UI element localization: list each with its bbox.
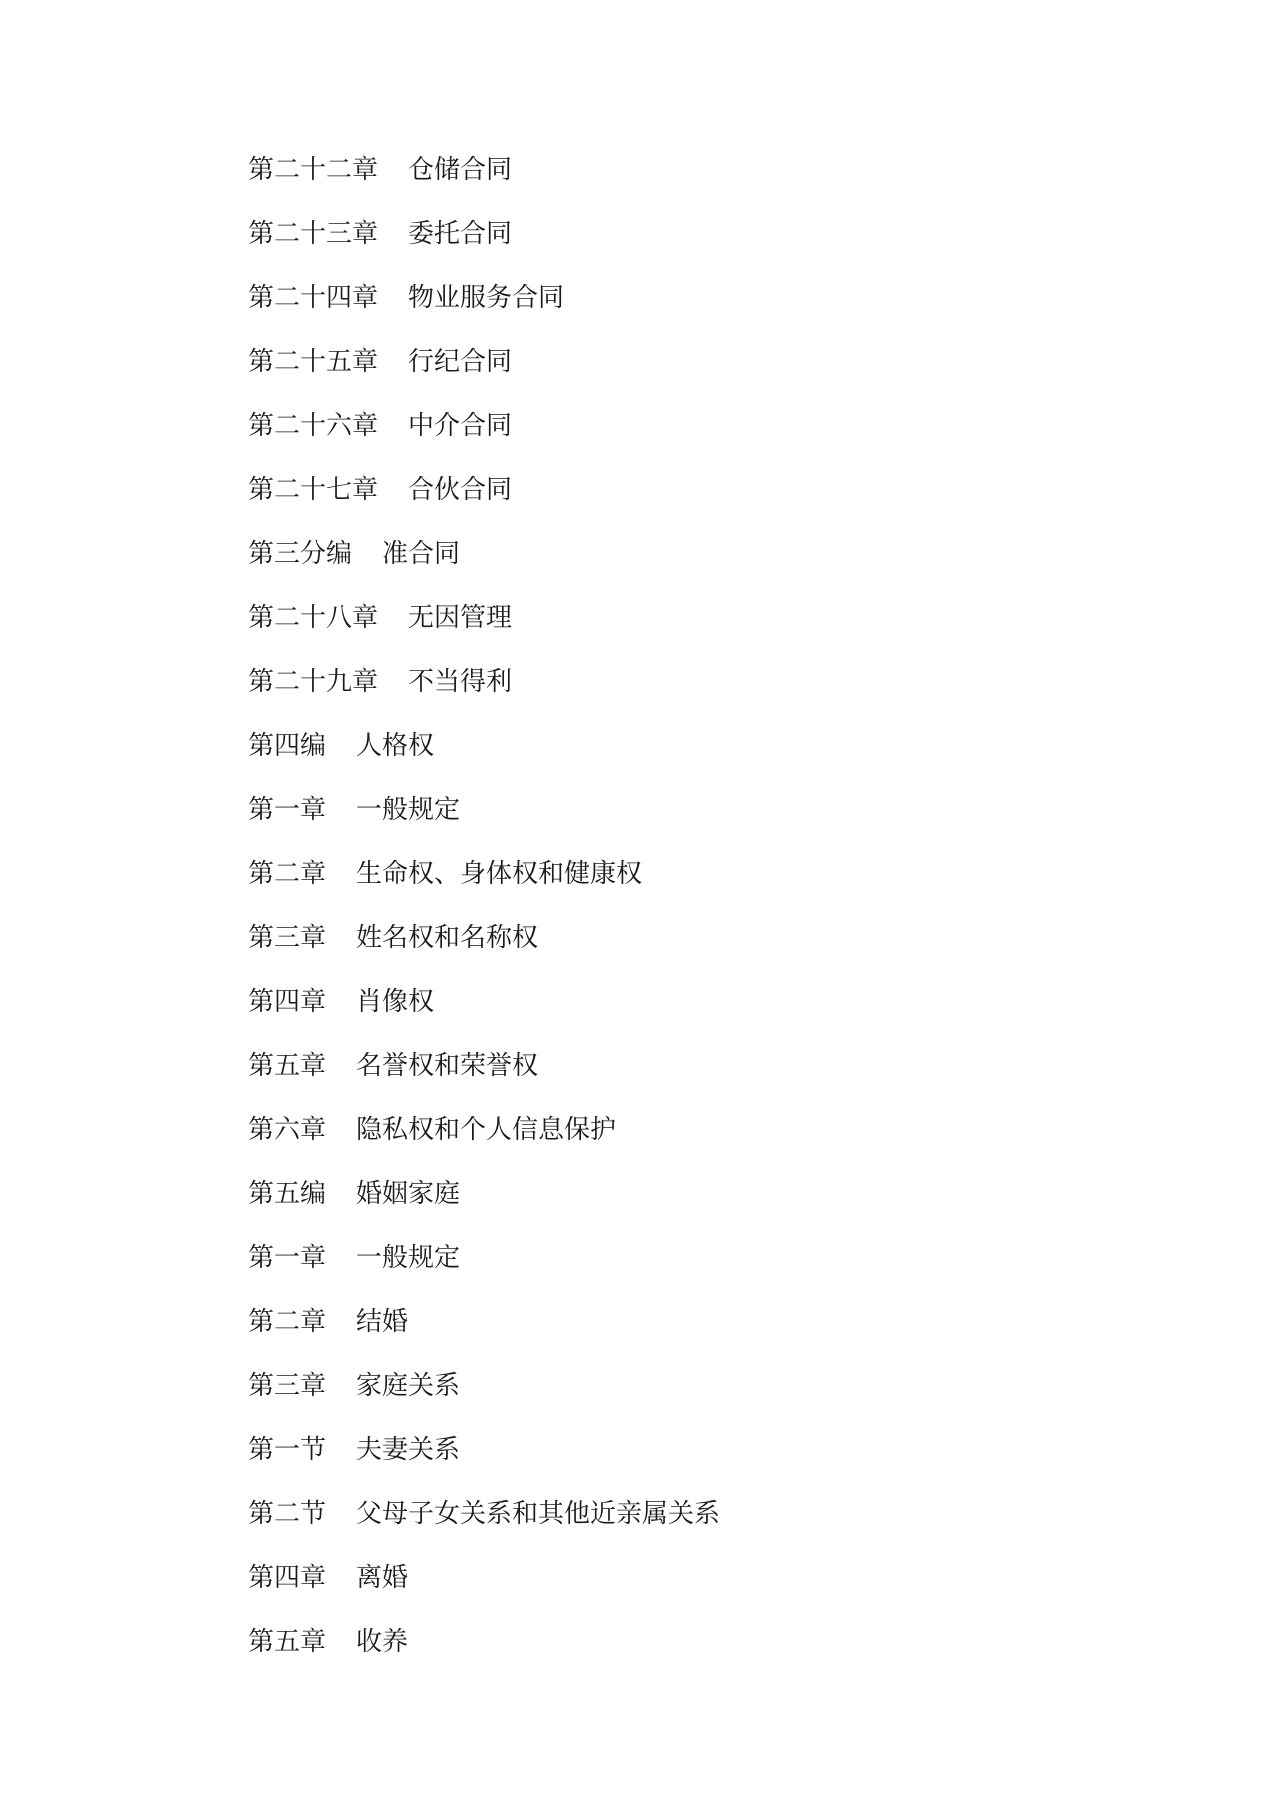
toc-entry	[248, 1110, 720, 1174]
toc-entry	[248, 406, 720, 470]
toc-entry	[248, 598, 720, 662]
toc-entry-number: 第五编	[248, 1179, 327, 1209]
toc-entry-number: 第五章	[248, 1051, 327, 1081]
toc-entry-title: 婚姻家庭	[356, 1179, 461, 1209]
toc-entry	[248, 1238, 720, 1302]
toc-entry	[248, 214, 720, 278]
toc-entry-title: 合伙合同	[408, 475, 513, 505]
toc-entry-title: 隐私权和个人信息保护	[356, 1115, 617, 1145]
toc-entry	[248, 662, 720, 726]
toc-entry-title: 委托合同	[408, 219, 513, 249]
toc-entry	[248, 150, 720, 214]
toc-entry-number: 第一章	[248, 1243, 327, 1273]
toc-entry-title: 夫妻关系	[356, 1435, 461, 1465]
toc-entry-title: 生命权、身体权和健康权	[356, 859, 643, 889]
toc-entry-number: 第二十六章	[248, 411, 379, 441]
toc-entry-number: 第四编	[248, 731, 327, 761]
toc-entry-title: 一般规定	[356, 1243, 461, 1273]
toc-entry-number: 第三章	[248, 1371, 327, 1401]
toc-entry-title: 父母子女关系和其他近亲属关系	[356, 1499, 721, 1529]
toc-entry-title: 仓储合同	[408, 155, 513, 185]
toc-entry-number: 第二十七章	[248, 475, 379, 505]
toc-entry-title: 准合同	[382, 539, 461, 569]
toc-entry	[248, 342, 720, 406]
toc-entry-title: 行纪合同	[408, 347, 513, 377]
toc-entry	[248, 278, 720, 342]
toc-entry	[248, 982, 720, 1046]
toc-entry-title: 一般规定	[356, 795, 461, 825]
toc-entry-number: 第三章	[248, 923, 327, 953]
toc-entry	[248, 790, 720, 854]
toc-entry	[248, 534, 720, 598]
toc-entry-number: 第二十九章	[248, 667, 379, 697]
toc-entry-number: 第二章	[248, 859, 327, 889]
toc-entry-title: 肖像权	[356, 987, 435, 1017]
toc-entry-title: 姓名权和名称权	[356, 923, 539, 953]
toc-entry-title: 人格权	[356, 731, 435, 761]
toc-entry-title: 物业服务合同	[408, 283, 565, 313]
toc-entry-number: 第一节	[248, 1435, 327, 1465]
toc-entry-number: 第四章	[248, 1563, 327, 1593]
toc-entry-number: 第二十八章	[248, 603, 379, 633]
toc-entry-title: 中介合同	[408, 411, 513, 441]
toc-entry	[248, 1430, 720, 1494]
toc-entry	[248, 854, 720, 918]
toc-entry-number: 第二十五章	[248, 347, 379, 377]
toc-entry-number: 第六章	[248, 1115, 327, 1145]
toc-entry	[248, 1302, 720, 1366]
toc-entry-number: 第二章	[248, 1307, 327, 1337]
toc-entry	[248, 726, 720, 790]
toc-entry-number: 第二十三章	[248, 219, 379, 249]
toc-entry-title: 无因管理	[408, 603, 513, 633]
toc-entry	[248, 1558, 720, 1622]
toc-entry	[248, 1622, 720, 1686]
toc-entry	[248, 1046, 720, 1110]
toc-entry	[248, 470, 720, 534]
toc-entry-title: 家庭关系	[356, 1371, 461, 1401]
toc-entry-number: 第二十二章	[248, 155, 379, 185]
toc-entry	[248, 1174, 720, 1238]
toc-entry	[248, 1494, 720, 1558]
toc-entry-number: 第二节	[248, 1499, 327, 1529]
table-of-contents	[248, 150, 720, 1686]
toc-entry-title: 不当得利	[408, 667, 513, 697]
toc-entry-number: 第一章	[248, 795, 327, 825]
toc-entry-number: 第三分编	[248, 539, 353, 569]
toc-entry-number: 第二十四章	[248, 283, 379, 313]
toc-entry-title: 收养	[356, 1627, 409, 1657]
toc-entry-title: 名誉权和荣誉权	[356, 1051, 539, 1081]
toc-entry	[248, 918, 720, 982]
toc-entry	[248, 1366, 720, 1430]
toc-entry-number: 第五章	[248, 1627, 327, 1657]
toc-entry-title: 结婚	[356, 1307, 409, 1337]
toc-entry-title: 离婚	[356, 1563, 409, 1593]
toc-entry-number: 第四章	[248, 987, 327, 1017]
